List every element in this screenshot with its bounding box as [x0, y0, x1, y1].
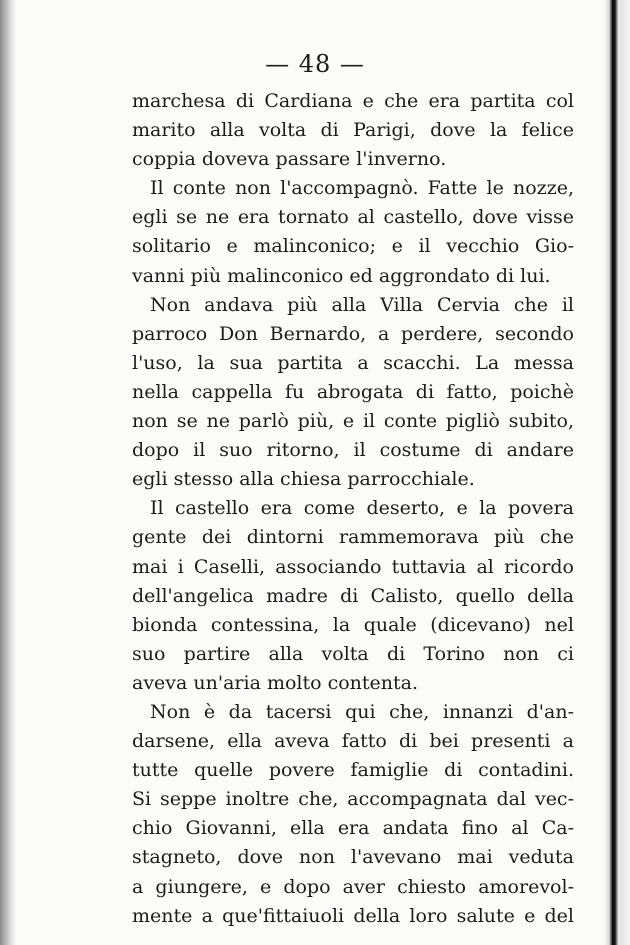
text-line: egli se ne era tornato al castello, dove visse: [132, 206, 574, 229]
text-line: suo partire alla volta di Torino non ci: [132, 642, 574, 665]
text-line: stagneto, dove non l'avevano mai veduta: [132, 846, 574, 869]
text-line: Il castello era come deserto, e la povera: [150, 497, 574, 520]
text-line: parroco Don Bernardo, a perdere, secondo: [132, 322, 574, 345]
text-line: marchesa di Cardiana e che era partita col: [132, 90, 574, 112]
text-line: solitario e malinconico; e il vecchio Gio-: [132, 235, 574, 258]
text-line: Il conte non l'accompagnò. Fatte le nozze,: [150, 177, 574, 200]
text-line: mente a que'fittaiuoli della loro salute e del: [132, 904, 574, 927]
text-line: l'uso, la sua partita a scacchi. La messa: [132, 351, 574, 374]
text-line: non se ne parlò più, e il conte pigliò subito,: [132, 410, 574, 433]
text-line: Si seppe inoltre che, accompagnata dal vec-: [132, 788, 574, 811]
text-line: darsene, ella aveva fatto di bei presenti a: [132, 730, 574, 753]
text-line: dopo il suo ritorno, il costume di andare: [132, 439, 574, 462]
text-line: bionda contessina, la quale (dicevano) nel: [132, 613, 574, 636]
text-line: mai i Caselli, associando tuttavia al ricordo: [132, 555, 574, 578]
text-line: marito alla volta di Parigi, dove la felice: [132, 119, 574, 142]
text-line: a giungere, e dopo aver chiesto amorevol-: [132, 875, 574, 898]
page-spine-shadow: [0, 0, 16, 945]
page-number: — 48 —: [265, 50, 365, 78]
text-line: aveva un'aria molto contenta.: [132, 671, 419, 694]
text-line: egli stesso alla chiesa parrocchiale.: [132, 468, 475, 491]
text-line: nella cappella fu abrogata di fatto, poichè: [132, 380, 574, 403]
text-line: chio Giovanni, ella era andata fino al Ca-: [132, 817, 574, 840]
text-line: dell'angelica madre di Calisto, quello della: [132, 584, 574, 607]
text-line: tutte quelle povere famiglie di contadini.: [132, 759, 574, 782]
body-text: [132, 87, 574, 931]
text-line: gente dei dintorni rammemorava più che: [132, 526, 574, 549]
text-line: Non è da tacersi qui che, innanzi d'an-: [150, 700, 574, 723]
text-line: Non andava più alla Villa Cervia che il: [150, 293, 574, 316]
text-line: vanni più malinconico ed aggrondato di lui.: [132, 264, 551, 287]
text-line: coppia doveva passare l'inverno.: [132, 148, 447, 171]
page-edge-shadow: [604, 0, 630, 945]
